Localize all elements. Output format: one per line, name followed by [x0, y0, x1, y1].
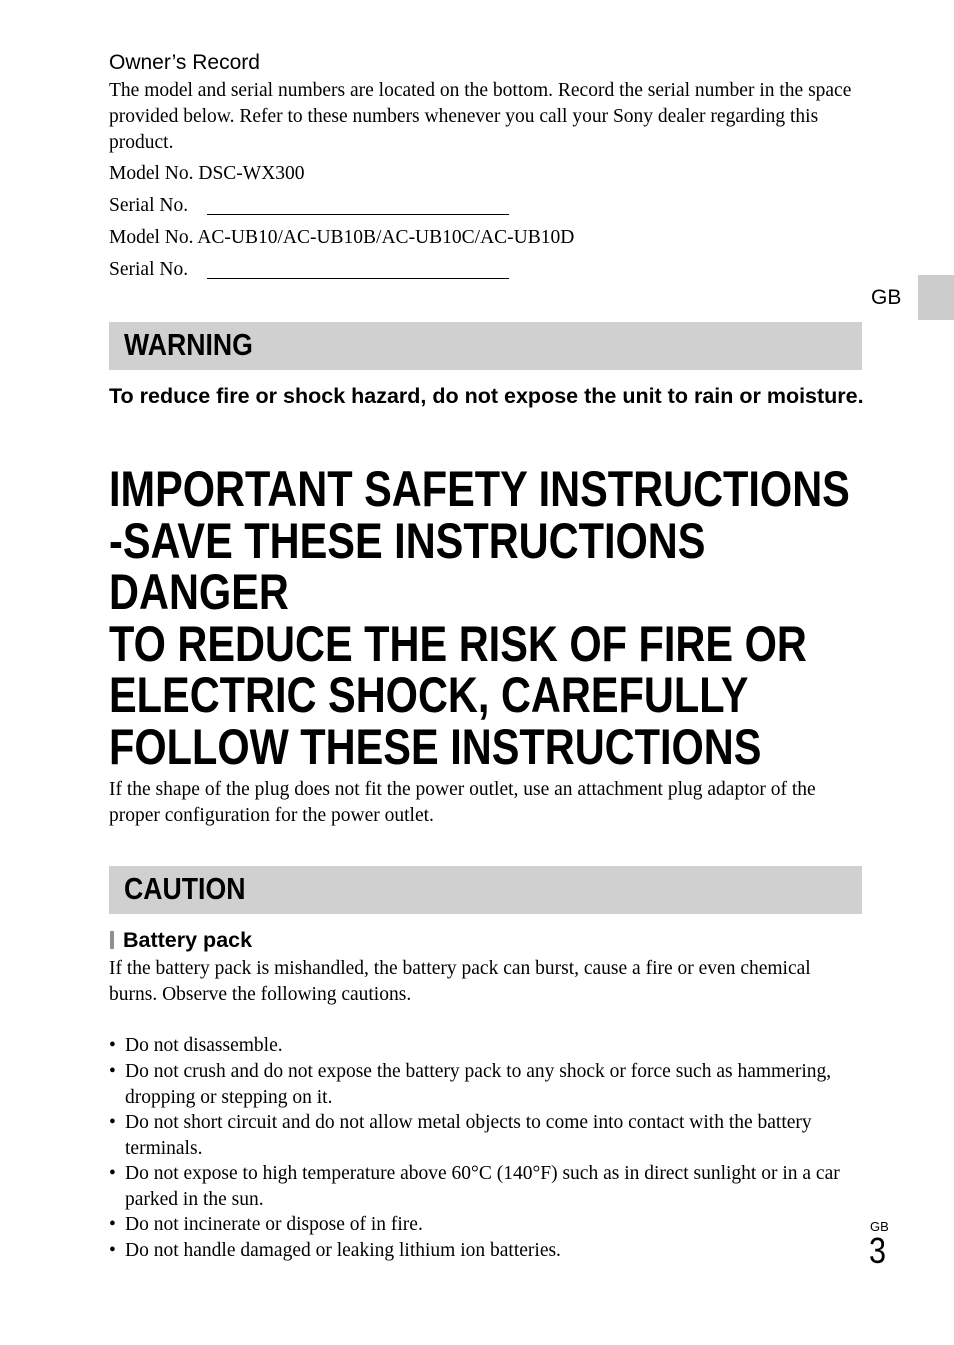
side-tab-marker — [918, 275, 954, 320]
serial-number-camera-label: Serial No. — [109, 195, 189, 216]
model-number-adaptor: Model No. AC-UB10/AC-UB10B/AC-UB10C/AC-UB10D — [109, 227, 575, 248]
list-item-text: Do not handle damaged or leaking lithium ion batteries. — [125, 1240, 561, 1261]
caution-title: CAUTION — [124, 871, 246, 906]
side-tab-label: GB — [871, 286, 902, 309]
warning-section-bar — [109, 322, 862, 370]
bullet-dot: • — [109, 1061, 116, 1082]
battery-pack-intro: If the battery pack is mishandled, the battery pack can burst, cause a fire or even chemical burns. Observe the following cautions. — [109, 958, 811, 1005]
important-line: DANGER — [109, 564, 289, 620]
model-number-camera: Model No. DSC-WX300 — [109, 163, 305, 184]
list-item — [109, 1212, 869, 1238]
important-line: FOLLOW THESE INSTRUCTIONS — [109, 718, 762, 775]
warning-title: WARNING — [124, 327, 253, 362]
list-item-text: Do not incinerate or dispose of in fire. — [125, 1214, 423, 1235]
list-item — [109, 1161, 869, 1212]
list-item — [109, 1110, 869, 1161]
owners-record-intro: The model and serial numbers are located on the bottom. Record the serial number in the space provided below. Refer to these numbers whenever you call your Sony dealer regarding this product. — [109, 80, 852, 153]
important-line: TO REDUCE THE RISK OF FIRE OR — [109, 615, 807, 672]
important-instructions-block — [109, 461, 869, 775]
bullet-dot: • — [109, 1163, 116, 1184]
caution-section-bar — [109, 866, 862, 914]
bullet-dot: • — [109, 1214, 116, 1235]
warning-text: To reduce fire or shock hazard, do not expose the unit to rain or moisture. — [109, 384, 864, 408]
list-item-text: Do not disassemble. — [125, 1035, 283, 1056]
bullet-dot: • — [109, 1112, 116, 1133]
footer-region-label: GB — [870, 1219, 889, 1234]
important-line: -SAVE THESE INSTRUCTIONS — [109, 512, 706, 569]
important-line: IMPORTANT SAFETY INSTRUCTIONS — [109, 461, 850, 517]
page-number: 3 — [869, 1230, 887, 1271]
list-item-text: Do not crush and do not expose the battery pack to any shock or force such as hammering, dropping or stepping on it. — [125, 1061, 832, 1108]
list-item — [109, 1059, 869, 1110]
battery-pack-heading: Battery pack — [123, 928, 253, 952]
list-item-text: Do not short circuit and do not allow metal objects to come into contact with the battery terminals. — [125, 1112, 812, 1159]
bullet-dot: • — [109, 1240, 116, 1261]
serial-number-adaptor-blank[interactable] — [207, 278, 509, 279]
list-item-text: Do not expose to high temperature above 60°C (140°F) such as in direct sunlight or in a car parked in the sun. — [125, 1163, 840, 1210]
list-item — [109, 1033, 869, 1059]
serial-number-adaptor-label: Serial No. — [109, 259, 189, 280]
battery-pack-heading-marker — [110, 931, 114, 949]
important-line: ELECTRIC SHOCK, CAREFULLY — [109, 667, 749, 723]
plug-adaptor-text: If the shape of the plug does not fit the power outlet, use an attachment plug adaptor of the proper configuration for the power outlet. — [109, 779, 816, 826]
bullet-dot: • — [109, 1035, 116, 1056]
serial-number-camera-blank[interactable] — [207, 214, 509, 215]
list-item — [109, 1238, 869, 1264]
owners-record-heading: Owner’s Record — [109, 51, 260, 74]
